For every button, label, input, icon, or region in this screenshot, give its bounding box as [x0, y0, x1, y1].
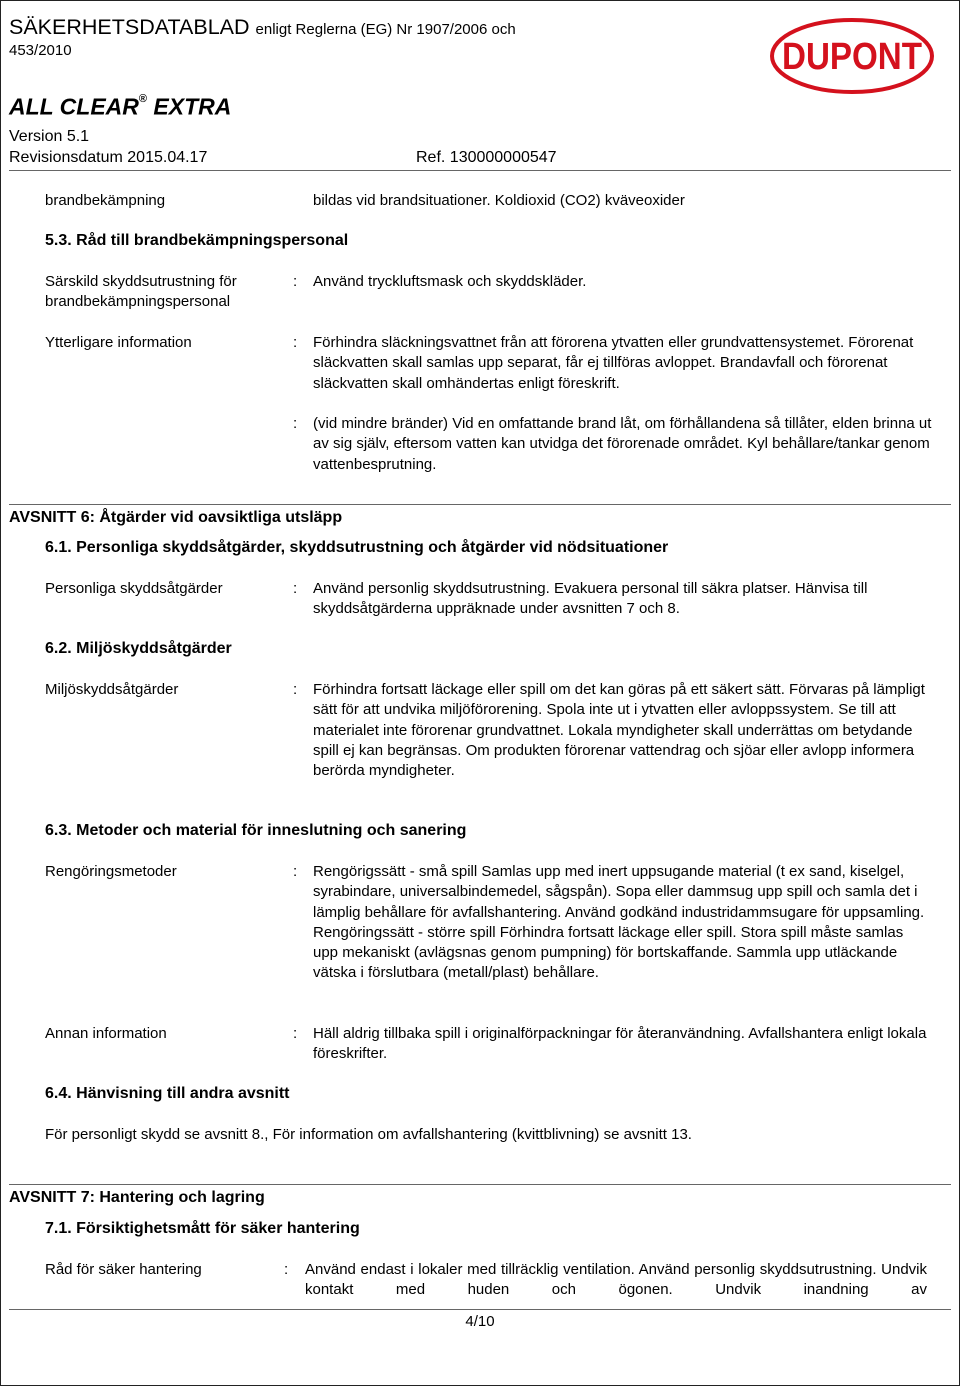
- header-divider: [9, 170, 951, 171]
- document-page: SÄKERHETSDATABLAD enligt Reglerna (EG) Nr 1907/2006 och 453/2010 ALL CLEAR® EXTRA Version 5.1 Revisionsdatum 2015.04.17 Ref. 130000000547 DUPONT brandbekämpning bildas vid brandsituationer. Koldioxid (CO2) kväveoxider 5.3. Råd till brandbekämpningspersonal Särskild skyddsutrustning för brandbekämpningspersonal : Använd tryckluftsmask och skyddskläder. Ytterligare information : Förhindra släckningsvattnet från att förorena ytvatten eller grundvattensystemet. Förorenat släckvatten skall samlas upp separat, får ej tillföras avloppet. Brandavfall och förorenat släckvatten skall omhändertas enligt föreskrift. : (vid mindre bränder) Vid en omfattande brand låt, om förhållandena så tillåter, elden brinna ut av sig själv, eftersom vatten kan utvidga det förorenade området. Kyl behållare/tankar genom vattenbesprutning. AVSNITT 6: Åtgärder vid oavsiktliga utsläpp 6.1. Personliga skyddsåtgärder, skyddsutrustning och åtgärder vid nödsituationer Personliga skyddsåtgärder : Använd personlig skyddsutrustning. Evakuera personal till säkra platser. Hänvisa till skyddsåtgärderna uppräknade under avsnitten 7 och 8. 6.2. Miljöskyddsåtgärder Miljöskyddsåtgärder : Förhindra fortsatt läckage eller spill om det kan göras på ett säkert sätt. Förvaras på lämpligt sätt för att undvika miljöförorening. Spola inte ut i ytvatten eller avloppssystem. Se till att materialet inte förorenar grundvattnet. Lokala myndigheter skall underrättas om betydande spill ej kan begränsas. Om produkten förorenar vattendrag och sjöar eller avlopp informera berörda myndigheter. 6.3. Metoder och material för inneslutning och sanering Rengöringsmetoder : Rengörigssätt - små spill Samlas upp med inert uppsugande material (t ex sand, kiselgel, syrabindare, universalbindemedel, sågspån). Sopa eller dammsug upp spill och samla det i lämplig behållare för avfallshantering. Använd godkänd industridammsugare för uppsamling. Rengöringssätt - större spill Förhindra fortsatt läckage eller spill. Stora spill måste samlas upp mekaniskt (avlägsnas genom pumpning) för bortskaffande. Sammla upp utläckande vätska i förslutbara (metall/plast) behållare. Annan information : Häll aldrig tillbaka spill i originalförpackningar för återanvändning. Avfallshantera enligt lokala föreskrifter. 6.4. Hänvisning till andra avsnitt För personligt skydd se avsnitt 8., För information om avfallshantering (kvittblivning) se avsnitt 13. AVSNITT 7: Hantering och lagring 7.1. Försiktighetsmått för säker hantering Råd för säker hantering : Använd endast i lokaler med tillräcklig ventilation. Använd personlig skyddsutrustning. Undvik kontakt med huden och ögonen. Undvik inandning av 4/10: [0, 0, 960, 1386]
- document-title: [9, 15, 516, 42]
- section-reference-text: För personligt skydd se avsnitt 8., För information om avfallshantering (kvittblivning) se avsnitt 13.: [45, 1126, 692, 1143]
- title-regulation: enligt Reglerna (EG) Nr 1907/2006 och: [255, 21, 516, 38]
- registered-mark: ®: [138, 93, 148, 105]
- reference-number: Ref. 130000000547: [416, 149, 557, 166]
- subsection-7-1: 7.1. Försiktighetsmått för säker hantering: [45, 1220, 360, 1237]
- logo-text: DUPONT: [782, 36, 922, 78]
- version: Version 5.1: [9, 128, 90, 145]
- subsection-6-2: 6.2. Miljöskyddsåtgärder: [45, 640, 232, 657]
- section-6-divider: [9, 504, 951, 505]
- subsection-5-3: 5.3. Råd till brandbekämpningspersonal: [45, 232, 349, 249]
- section-7-divider: [9, 1184, 951, 1185]
- footer-divider: [9, 1309, 951, 1310]
- title-regulation-line2: 453/2010: [9, 42, 72, 59]
- section-7-title: AVSNITT 7: Hantering och lagring: [9, 1189, 265, 1206]
- subsection-6-4: 6.4. Hänvisning till andra avsnitt: [45, 1085, 290, 1102]
- subsection-6-1: 6.1. Personliga skyddsåtgärder, skyddsutrustning och åtgärder vid nödsituationer: [45, 539, 669, 556]
- section-6-title: AVSNITT 6: Åtgärder vid oavsiktliga utsläpp: [9, 509, 343, 526]
- title-main: SÄKERHETSDATABLAD: [9, 15, 250, 39]
- subsection-6-3: 6.3. Metoder och material för inneslutning och sanering: [45, 822, 467, 839]
- page-number: 4/10: [465, 1313, 495, 1330]
- revision-date: Revisionsdatum 2015.04.17: [9, 149, 208, 166]
- dupont-logo: [769, 17, 935, 95]
- product-name: ALL CLEAR® EXTRA: [9, 93, 232, 120]
